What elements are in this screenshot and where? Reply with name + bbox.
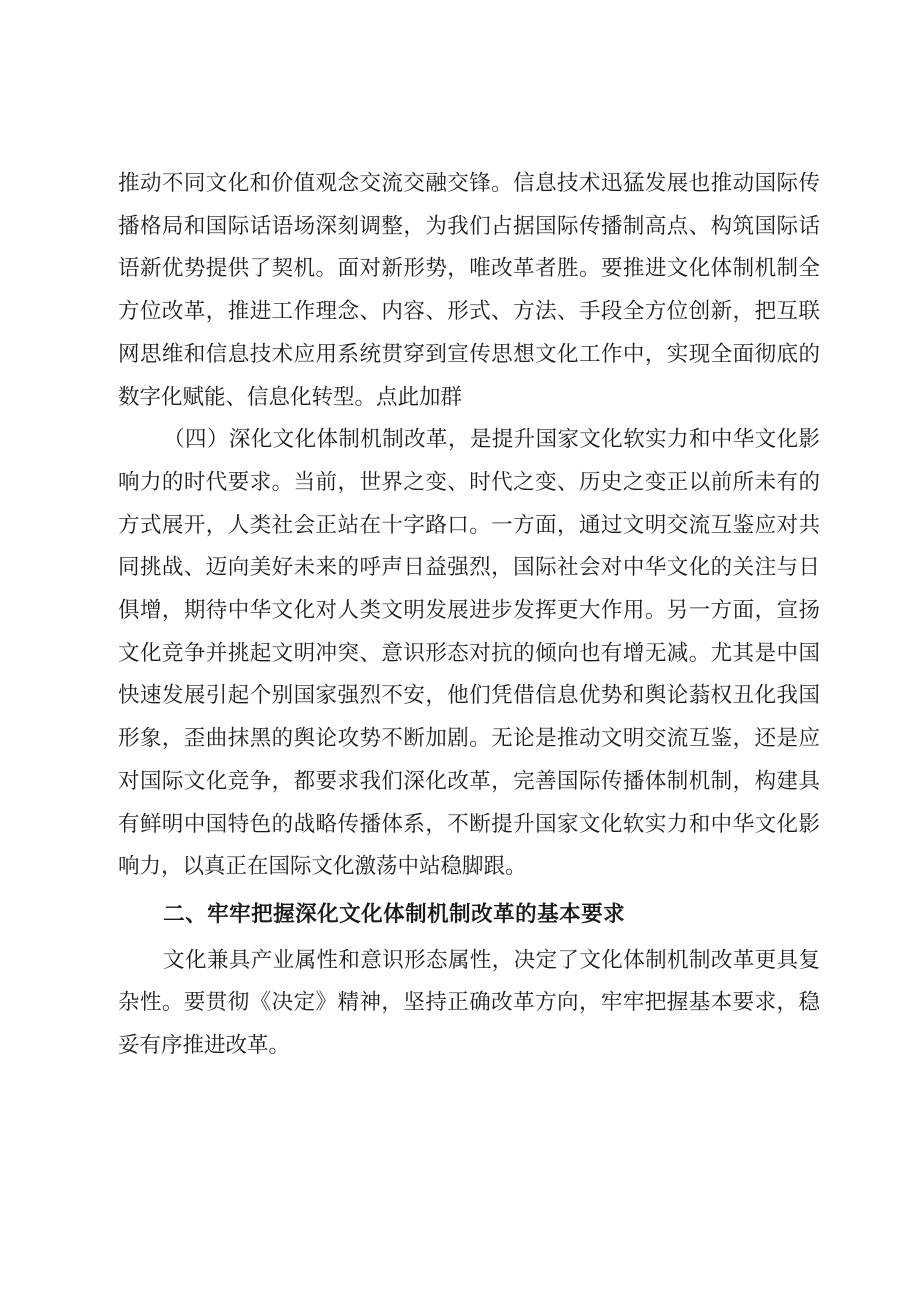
paragraph-continuation: 推动不同文化和价值观念交流交融交锋。信息技术迅猛发展也推动国际传播格局和国际话语场深刻调整，为我们占据国际传播制高点、构筑国际话语新优势提供了契机。面对新形势，唯改革者胜。要推进文化体制机制全方位改革，推进工作理念、内容、形式、方法、手段全方位创新，把互联网思维和信息技术应用系统贯穿到宣传思想文化工作中，实现全面彻底的数字化赋能、信息化转型。点此加群 (118, 171, 820, 410)
document-body (118, 163, 820, 1068)
section-heading-two: 二、牢牢把握深化文化体制机制改革的基本要求 (163, 901, 626, 927)
paragraph-basic-requirements: 文化兼具产业属性和意识形态属性，决定了文化体制机制改革更具复杂性。要贯彻《决定》精神，坚持正确改革方向，牢牢把握基本要求，稳妥有序推进改革。 (118, 947, 820, 1059)
paragraph-section-four: （四）深化文化体制机制改革，是提升国家文化软实力和中华文化影响力的时代要求。当前，世界之变、时代之变、历史之变正以前所未有的方式展开，人类社会正站在十字路口。一方面，通过文明交流互鉴应对共同挑战、迈向美好未来的呼声日益强烈，国际社会对中华文化的关注与日俱增，期待中华文化对人类文明发展进步发挥更大作用。另一方面，宣扬文化竞争并挑起文明冲突、意识形态对抗的倾向也有增无减。尤其是中国快速发展引起个别国家强烈不安，他们凭借信息优势和舆论蓊权丑化我国形象，歪曲抹黑的舆论攻势不断加剧。无论是推动文明交流互鉴，还是应对国际文化竞争，都要求我们深化改革，完善国际传播体制机制，构建具有鲜明中国特色的战略传播体系，不断提升国家文化软实力和中华文化影响力，以真正在国际文化激荡中站稳脚跟。 (118, 427, 820, 880)
